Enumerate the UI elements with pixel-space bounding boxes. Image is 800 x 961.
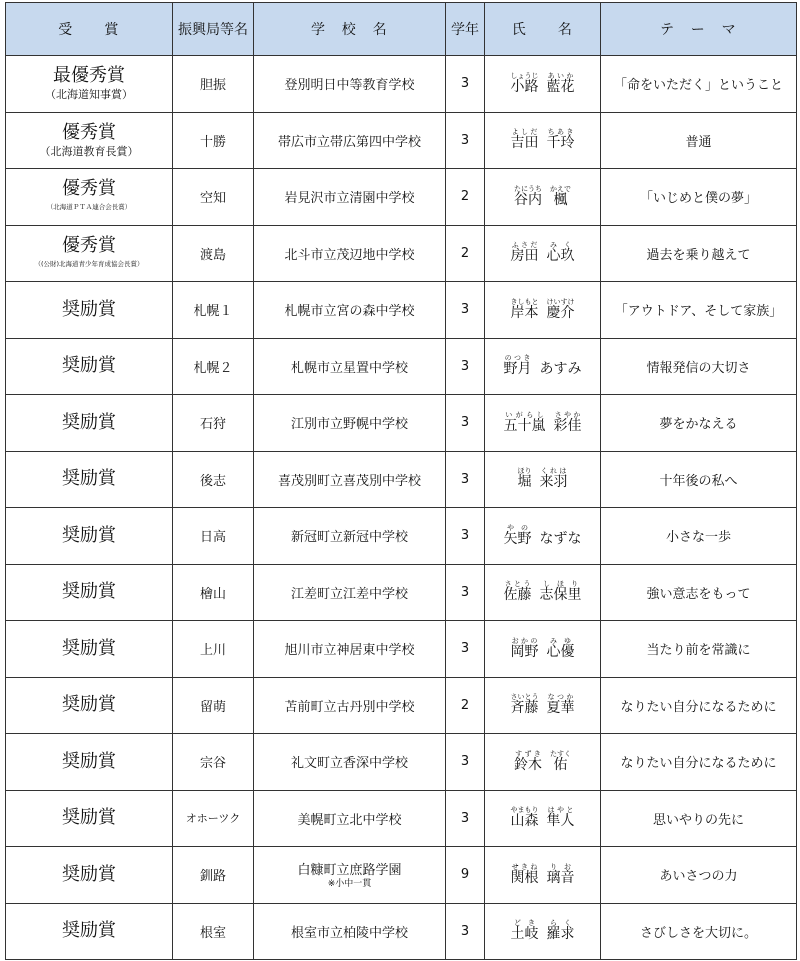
header-school: 学 校 名 — [254, 3, 446, 56]
family-name: 岡野おかの — [510, 636, 539, 660]
given-name-reading: りお — [546, 862, 575, 871]
award-subtitle: （北海道ＰＴＡ連合会長賞） — [46, 203, 132, 212]
school-cell — [254, 790, 446, 847]
award-title: 奨励賞 — [62, 807, 116, 829]
table-row — [6, 56, 797, 113]
given-name: 志保里しほり — [539, 580, 582, 604]
family-name: 土岐どき — [510, 919, 539, 943]
family-name-reading: ほり — [517, 467, 532, 476]
table-header-row — [6, 3, 797, 56]
award-subtitle: （北海道知事賞） — [45, 88, 133, 102]
family-name-reading: さいとう — [510, 693, 539, 702]
school-cell — [254, 395, 446, 452]
student-name-cell — [485, 734, 601, 791]
award-title: 奨励賞 — [62, 750, 116, 772]
school-cell — [254, 847, 446, 904]
bureau-cell: 空知 — [173, 169, 254, 226]
given-name-reading: かえで — [550, 184, 571, 193]
grade-cell: 3 — [446, 508, 485, 565]
student-name-cell — [485, 338, 601, 395]
given-name: なずな — [539, 530, 582, 547]
school-name: 登別明日中等教育学校 — [284, 78, 415, 94]
award-subtitle: （(公財)北海道青少年育成協会長賞） — [34, 259, 144, 268]
award-cell — [6, 508, 173, 565]
theme-cell: 情報発信の大切さ — [601, 338, 797, 395]
school-name: 苫前町立古丹別中学校 — [284, 699, 415, 715]
school-name: 帯広市立帯広第四中学校 — [277, 134, 421, 150]
school-name: 江別市立野幌中学校 — [290, 417, 408, 433]
award-title: 最優秀賞 — [53, 65, 125, 87]
given-name: 夏華なつか — [546, 693, 575, 717]
award-title: 奨励賞 — [62, 468, 116, 490]
award-cell — [6, 790, 173, 847]
given-name: 隼人はやと — [546, 806, 575, 830]
student-name-cell — [485, 169, 601, 226]
given-name-reading: くれは — [539, 467, 568, 476]
table-row — [6, 847, 797, 904]
award-cell — [6, 677, 173, 734]
table-row — [6, 790, 797, 847]
grade-cell: 9 — [446, 847, 485, 904]
family-name-reading: やの — [503, 523, 532, 532]
school-cell — [254, 282, 446, 339]
table-row — [6, 169, 797, 226]
school-name: 江差町立江差中学校 — [290, 586, 408, 602]
school-note: ※小中一貫 — [327, 879, 372, 890]
award-cell — [6, 395, 173, 452]
student-name-cell — [485, 282, 601, 339]
given-name-reading: たすく — [550, 749, 571, 758]
theme-cell: 当たり前を常識に — [601, 621, 797, 678]
award-title: 奨励賞 — [62, 637, 116, 659]
header-grade: 学年 — [446, 3, 485, 56]
school-cell — [254, 677, 446, 734]
bureau-cell: 札幌２ — [173, 338, 254, 395]
given-name-reading: なつか — [546, 693, 575, 702]
given-name: 心優みゆ — [546, 636, 575, 660]
bureau-cell: 胆振 — [173, 56, 254, 113]
given-name: 千玲ちあき — [546, 128, 575, 152]
bureau-cell: オホーツク — [173, 790, 254, 847]
award-cell — [6, 847, 173, 904]
family-name: 山森やまもり — [510, 806, 539, 830]
award-subtitle: （北海道教育長賞） — [39, 144, 139, 158]
given-name: 藍花あいか — [546, 71, 575, 95]
award-cell — [6, 282, 173, 339]
award-title: 奨励賞 — [62, 355, 116, 377]
award-cell — [6, 451, 173, 508]
given-name: 佑たすく — [550, 749, 571, 773]
theme-cell: 夢をかなえる — [601, 395, 797, 452]
table-row — [6, 282, 797, 339]
given-name-reading: みく — [546, 241, 575, 250]
student-name-cell — [485, 112, 601, 169]
award-cell — [6, 169, 173, 226]
award-title: 優秀賞 — [62, 178, 116, 200]
given-name: 璃音りお — [546, 862, 575, 886]
family-name-reading: のつき — [503, 354, 532, 363]
header-bureau: 振興局等名 — [173, 3, 254, 56]
grade-cell: 3 — [446, 56, 485, 113]
given-name-reading: はやと — [546, 806, 575, 815]
awards-table — [5, 2, 797, 960]
family-name-reading: たにうち — [514, 184, 542, 193]
family-name: 房田ふさだ — [510, 241, 539, 265]
family-name: 斉藤さいとう — [510, 693, 539, 717]
given-name: 心玖みく — [546, 241, 575, 265]
given-name-reading: ちあき — [546, 128, 575, 137]
family-name: 岸本きしもと — [510, 297, 539, 321]
table-row — [6, 677, 797, 734]
given-name-reading: さやか — [553, 410, 582, 419]
school-cell — [254, 225, 446, 282]
theme-cell: なりたい自分になるために — [601, 677, 797, 734]
family-name-reading: さとう — [503, 580, 532, 589]
family-name: 五十嵐いがらし — [503, 410, 546, 434]
school-cell — [254, 451, 446, 508]
given-name-reading: しほり — [539, 580, 582, 589]
family-name-reading: やまもり — [510, 806, 539, 815]
bureau-cell: 釧路 — [173, 847, 254, 904]
school-name: 旭川市立神居東中学校 — [284, 643, 415, 659]
school-name: 礼文町立香深中学校 — [290, 756, 408, 772]
bureau-cell: 宗谷 — [173, 734, 254, 791]
school-name: 美幌町立北中学校 — [297, 812, 402, 828]
grade-cell: 3 — [446, 338, 485, 395]
theme-cell: 十年後の私へ — [601, 451, 797, 508]
award-cell — [6, 225, 173, 282]
given-name-reading: けいすけ — [546, 297, 575, 306]
table-row — [6, 621, 797, 678]
table-body — [6, 56, 797, 960]
theme-cell: 「アウトドア、そして家族」 — [601, 282, 797, 339]
award-cell — [6, 564, 173, 621]
school-cell — [254, 621, 446, 678]
table-row — [6, 338, 797, 395]
grade-cell: 3 — [446, 903, 485, 960]
student-name-cell — [485, 847, 601, 904]
theme-cell: 思いやりの先に — [601, 790, 797, 847]
bureau-cell: 石狩 — [173, 395, 254, 452]
student-name-cell — [485, 225, 601, 282]
student-name-cell — [485, 56, 601, 113]
theme-cell: さびしさを大切に。 — [601, 903, 797, 960]
family-name-reading: すずき — [514, 749, 542, 758]
table-row — [6, 225, 797, 282]
school-cell — [254, 564, 446, 621]
header-award: 受 賞 — [6, 3, 173, 56]
student-name-cell — [485, 790, 601, 847]
table-row — [6, 564, 797, 621]
table-row — [6, 112, 797, 169]
award-cell — [6, 621, 173, 678]
grade-cell: 3 — [446, 282, 485, 339]
grade-cell: 3 — [446, 112, 485, 169]
family-name-reading: いがらし — [503, 410, 546, 419]
grade-cell: 3 — [446, 734, 485, 791]
theme-cell: 過去を乗り越えて — [601, 225, 797, 282]
student-name-cell — [485, 677, 601, 734]
grade-cell: 3 — [446, 395, 485, 452]
grade-cell: 2 — [446, 677, 485, 734]
school-cell — [254, 112, 446, 169]
school-cell — [254, 169, 446, 226]
given-name: 羅求らく — [546, 919, 575, 943]
school-name: 札幌市立星置中学校 — [290, 360, 408, 376]
bureau-cell: 渡島 — [173, 225, 254, 282]
bureau-cell: 根室 — [173, 903, 254, 960]
theme-cell: 普通 — [601, 112, 797, 169]
award-title: 奨励賞 — [62, 524, 116, 546]
school-name: 根室市立柏陵中学校 — [290, 925, 408, 941]
given-name: あすみ — [539, 361, 582, 378]
award-title: 奨励賞 — [62, 863, 116, 885]
student-name-cell — [485, 903, 601, 960]
school-name: 新冠町立新冠中学校 — [290, 530, 408, 546]
given-name: 楓かえで — [550, 184, 571, 208]
school-cell — [254, 338, 446, 395]
award-cell — [6, 56, 173, 113]
header-theme: テ ー マ — [601, 3, 797, 56]
family-name: 堀ほり — [517, 467, 532, 491]
student-name-cell — [485, 451, 601, 508]
school-name: 岩見沢市立清園中学校 — [284, 191, 415, 207]
theme-cell: 「いじめと僕の夢」 — [601, 169, 797, 226]
bureau-cell: 留萌 — [173, 677, 254, 734]
grade-cell: 3 — [446, 621, 485, 678]
award-title: 奨励賞 — [62, 694, 116, 716]
award-title: 奨励賞 — [62, 298, 116, 320]
table-row — [6, 451, 797, 508]
bureau-cell: 後志 — [173, 451, 254, 508]
school-cell — [254, 56, 446, 113]
award-cell — [6, 112, 173, 169]
family-name-reading: どき — [510, 919, 539, 928]
award-cell — [6, 734, 173, 791]
family-name: 小路しょうじ — [510, 71, 539, 95]
given-name-reading: あいか — [546, 71, 575, 80]
award-title: 優秀賞 — [62, 234, 116, 256]
bureau-cell: 上川 — [173, 621, 254, 678]
family-name-reading: おかの — [510, 636, 539, 645]
family-name: 佐藤さとう — [503, 580, 532, 604]
theme-cell: 「命をいただく」ということ — [601, 56, 797, 113]
school-cell — [254, 734, 446, 791]
school-name: 札幌市立宮の森中学校 — [284, 304, 415, 320]
bureau-cell: 日高 — [173, 508, 254, 565]
award-title: 奨励賞 — [62, 411, 116, 433]
family-name-reading: ふさだ — [510, 241, 539, 250]
school-cell — [254, 903, 446, 960]
table-row — [6, 734, 797, 791]
family-name: 鈴木すずき — [514, 749, 542, 773]
bureau-cell: 檜山 — [173, 564, 254, 621]
student-name-cell — [485, 621, 601, 678]
given-name: 慶介けいすけ — [546, 297, 575, 321]
given-name: 彩佳さやか — [553, 410, 582, 434]
grade-cell: 2 — [446, 169, 485, 226]
award-title: 奨励賞 — [62, 581, 116, 603]
award-title: 優秀賞 — [62, 121, 116, 143]
award-title: 奨励賞 — [62, 920, 116, 942]
award-cell — [6, 338, 173, 395]
header-name: 氏 名 — [485, 3, 601, 56]
theme-cell: あいさつの力 — [601, 847, 797, 904]
given-name-reading: らく — [546, 919, 575, 928]
family-name: 吉田よしだ — [510, 128, 539, 152]
grade-cell: 3 — [446, 564, 485, 621]
award-cell — [6, 903, 173, 960]
family-name-reading: よしだ — [510, 128, 539, 137]
family-name: 矢野やの — [503, 523, 532, 547]
family-name: 関根せきね — [510, 862, 539, 886]
family-name: 谷内たにうち — [514, 184, 542, 208]
table-row — [6, 508, 797, 565]
grade-cell: 3 — [446, 451, 485, 508]
family-name: 野月のつき — [503, 354, 532, 378]
given-name-reading: みゆ — [546, 636, 575, 645]
family-name-reading: きしもと — [510, 297, 539, 306]
school-cell — [254, 508, 446, 565]
family-name-reading: しょうじ — [510, 71, 539, 80]
bureau-cell: 札幌１ — [173, 282, 254, 339]
student-name-cell — [485, 395, 601, 452]
theme-cell: なりたい自分になるために — [601, 734, 797, 791]
school-name: 喜茂別町立喜茂別中学校 — [277, 473, 421, 489]
family-name-reading: せきね — [510, 862, 539, 871]
school-name: 白糠町立庶路学園 — [297, 863, 402, 879]
student-name-cell — [485, 508, 601, 565]
grade-cell: 3 — [446, 790, 485, 847]
theme-cell: 小さな一歩 — [601, 508, 797, 565]
theme-cell: 強い意志をもって — [601, 564, 797, 621]
given-name: 来羽くれは — [539, 467, 568, 491]
table-row — [6, 395, 797, 452]
student-name-cell — [485, 564, 601, 621]
school-name: 北斗市立茂辺地中学校 — [284, 247, 415, 263]
bureau-cell: 十勝 — [173, 112, 254, 169]
table-row — [6, 903, 797, 960]
grade-cell: 2 — [446, 225, 485, 282]
